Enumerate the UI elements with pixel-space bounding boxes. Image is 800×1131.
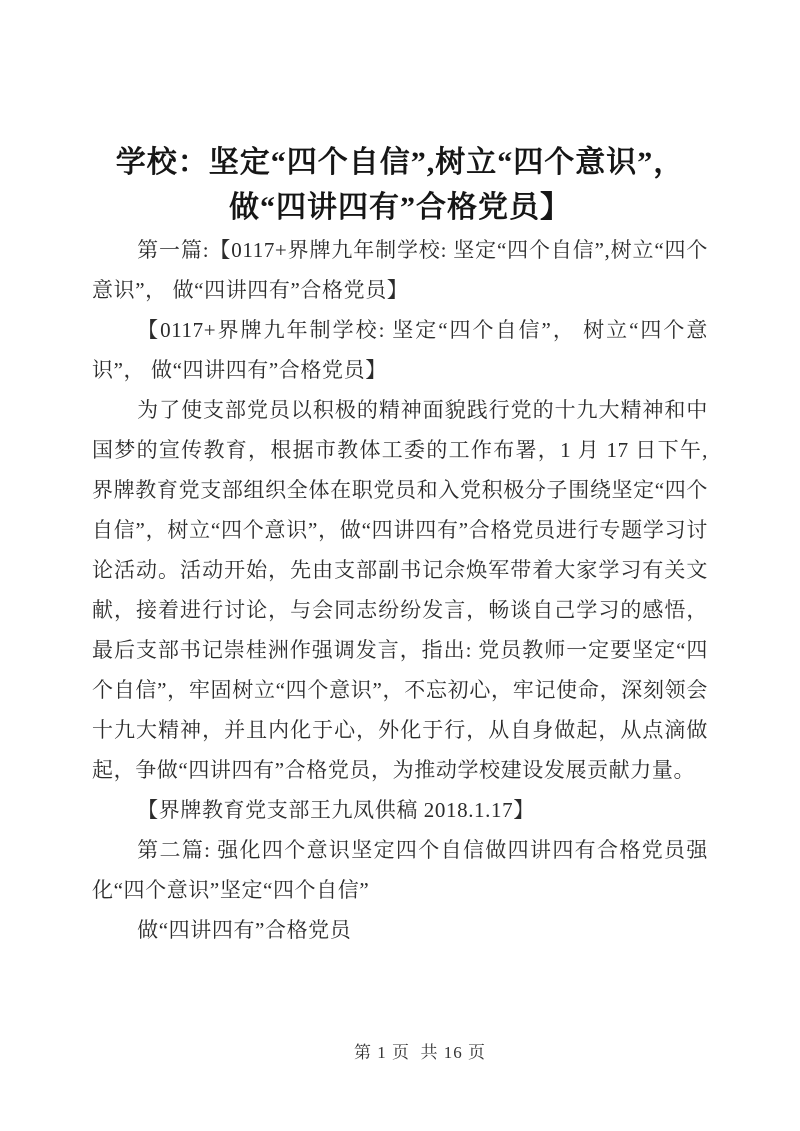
page-number: 第 1 页 共 16 页 [354,1043,486,1062]
document-title [92,140,708,230]
title-line-1: 学校：坚定“四个自信”,树立“四个意识”， [115,146,685,179]
document-content [92,140,708,950]
paragraph-3: 为了使支部党员以积极的精神面貌践行党的十九大精神和中国梦的宣传教育，根据市教体工委的工作布署，1 月 17 日下午,界牌教育党支部组织全体在职党员和入党积极分子围绕坚定“四个自信”，树立“四个意识”，做“四讲四有”合格党员进行专题学习讨论活动。活动开始，先由支部副书记佘焕军带着大家学习有关文献，接着进行讨论，与会同志纷纷发言，畅谈自己学习的感悟，最后支部书记崇桂洲作强调发言，指出: 党员教师一定要坚定“四个自信”，牢固树立“四个意识”，不忘初心，牢记使命，深刻领会十九大精神，并且内化于心，外化于行，从自身做起，从点滴做起，争做“四讲四有”合格党员，为推动学校建设发展贡献力量。 [92,398,708,782]
page-footer [40,1043,800,1063]
title-line-2: 做“四讲四有”合格党员】 [229,191,571,224]
paragraph-5: 第二篇: 强化四个意识坚定四个自信做四讲四有合格党员强化“四个意识”坚定“四个自信” [92,838,708,902]
paragraph-2: 【0117+界牌九年制学校: 坚定“四个自信”， 树立“四个意识”， 做“四讲四有”合格党员】 [92,318,708,382]
paragraph-1: 第一篇:【0117+界牌九年制学校: 坚定“四个自信”,树立“四个意识”， 做“四讲四有”合格党员】 [92,238,708,302]
paragraph-4: 【界牌教育党支部王九凤供稿 2018.1.17】 [137,798,535,822]
paragraph-6: 做“四讲四有”合格党员 [137,918,352,942]
